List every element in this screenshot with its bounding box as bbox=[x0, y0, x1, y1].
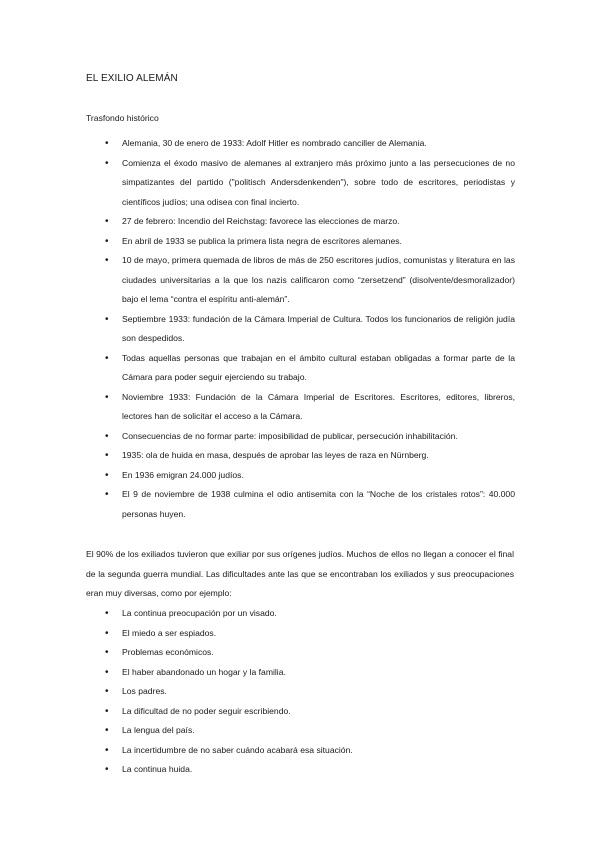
list-item bbox=[105, 349, 515, 388]
list-item-text: El haber abandonado un hogar y la familia. bbox=[122, 666, 286, 677]
intro-paragraph: El 90% de los exiliados tuvieron que exiliar por sus orígenes judíos. Muchos de ellos no llegan a conocer el final de la segunda guerra mundial. Las dificultades ante las que se encontraban los exiliados y sus preocupaciones eran muy diversas, como por ejemplo: bbox=[86, 549, 514, 598]
list-item-text: Todas aquellas personas que trabajan en el ámbito cultural estaban obligadas a formar parte de la Cámara para poder seguir ejerciendo su trabajo. bbox=[122, 352, 515, 382]
bullet-icon: • bbox=[105, 255, 109, 266]
list-item bbox=[105, 466, 515, 486]
list-item bbox=[105, 134, 515, 154]
bullet-icon: • bbox=[105, 157, 109, 169]
bullet-icon: • bbox=[105, 627, 109, 639]
list-item-text: Problemas económicos. bbox=[122, 647, 214, 657]
bullet-icon: • bbox=[105, 744, 109, 756]
bullet-icon: • bbox=[105, 489, 109, 500]
list-item bbox=[105, 604, 515, 624]
list-item-text: En 1936 emigran 24.000 judíos. bbox=[122, 469, 244, 480]
bullet-icon: • bbox=[105, 686, 109, 697]
document-title: EL EXILIO ALEMÁN bbox=[86, 73, 178, 84]
list-item-text: La dificultad de no poder seguir escribiendo. bbox=[122, 705, 291, 716]
list-item-text: 27 de febrero: Incendio del Reichstag: favorece las elecciones de marzo. bbox=[122, 216, 400, 226]
list-item bbox=[105, 232, 515, 252]
list-item-text: Noviembre 1933: Fundación de la Cámara Imperial de Escritores. Escritores, editores, libreros, lectores han de solicitar el acceso a la Cámara. bbox=[122, 391, 515, 421]
bullet-icon: • bbox=[105, 725, 109, 736]
list-item bbox=[105, 624, 515, 644]
list-item bbox=[105, 446, 515, 466]
list-item-text: En abril de 1933 se publica la primera lista negra de escritores alemanes. bbox=[122, 235, 402, 246]
list-item bbox=[105, 427, 515, 447]
section-heading: Trasfondo histórico bbox=[86, 113, 159, 123]
list-item-text: Septiembre 1933: fundación de la Cámara Imperial de Cultura. Todos los funcionarios de religión judía son despedidos. bbox=[122, 313, 515, 343]
bullet-icon: • bbox=[105, 764, 109, 775]
list-item bbox=[105, 212, 515, 232]
bullet-icon: • bbox=[105, 647, 109, 658]
bullet-icon: • bbox=[105, 469, 109, 481]
list-item-text: La incertidumbre de no saber cuándo acabará esa situación. bbox=[122, 744, 353, 755]
bullet-icon: • bbox=[105, 352, 109, 364]
bullet-icon: • bbox=[105, 235, 109, 247]
list-item bbox=[105, 721, 515, 741]
background-list bbox=[105, 134, 515, 524]
list-item bbox=[105, 702, 515, 722]
list-item-text: La continua preocupación por un visado. bbox=[122, 608, 277, 618]
list-item-text: El miedo a ser espiados. bbox=[122, 627, 217, 638]
list-item bbox=[105, 663, 515, 683]
list-item-text: Los padres. bbox=[122, 686, 167, 696]
list-item bbox=[105, 760, 515, 780]
bullet-icon: • bbox=[105, 391, 109, 403]
bullet-icon: • bbox=[105, 430, 109, 442]
list-item bbox=[105, 682, 515, 702]
difficulties-list bbox=[105, 604, 515, 780]
bullet-icon: • bbox=[105, 608, 109, 619]
list-item-text: El 9 de noviembre de 1938 culmina el odio antisemita con la “Noche de los cristales rotos”: 40.000 personas huyen. bbox=[122, 489, 515, 519]
list-item-text: La continua huida. bbox=[122, 764, 193, 774]
list-item-text: 10 de mayo, primera quemada de libros de más de 250 escritores judíos, comunistas y literatura en las ciudades universitarias a la que los nazis calificaron como “zersetzend” (disolvente/desmoralizador) bajo el lema “contra el espíritu anti-alemán”. bbox=[122, 255, 515, 304]
bullet-icon: • bbox=[105, 313, 109, 325]
list-item bbox=[105, 485, 515, 524]
bullet-icon: • bbox=[105, 666, 109, 678]
list-item bbox=[105, 154, 515, 213]
list-item bbox=[105, 741, 515, 761]
list-item bbox=[105, 388, 515, 427]
list-item bbox=[105, 310, 515, 349]
bullet-icon: • bbox=[105, 216, 109, 227]
list-item bbox=[105, 643, 515, 663]
list-item-text: Comienza el éxodo masivo de alemanes al extranjero más próximo junto a las persecuciones de no simpatizantes del partido ("politisch Andersdenkenden"), sobre todo de escritores, periodistas y científicos judíos; una odisea con final incierto. bbox=[122, 157, 515, 207]
list-item-text: 1935: ola de huida en masa, después de aprobar las leyes de raza en Nürnberg. bbox=[122, 450, 429, 460]
bullet-icon: • bbox=[105, 138, 109, 149]
list-item-text: La lengua del país. bbox=[122, 725, 195, 735]
bullet-icon: • bbox=[105, 705, 109, 717]
bullet-icon: • bbox=[105, 450, 109, 461]
list-item-text: Consecuencias de no formar parte: imposibilidad de publicar, persecución inhabilitación. bbox=[122, 430, 458, 441]
list-item-text: Alemania, 30 de enero de 1933: Adolf Hitler es nombrado canciller de Alemania. bbox=[122, 138, 427, 148]
list-item bbox=[105, 251, 515, 310]
